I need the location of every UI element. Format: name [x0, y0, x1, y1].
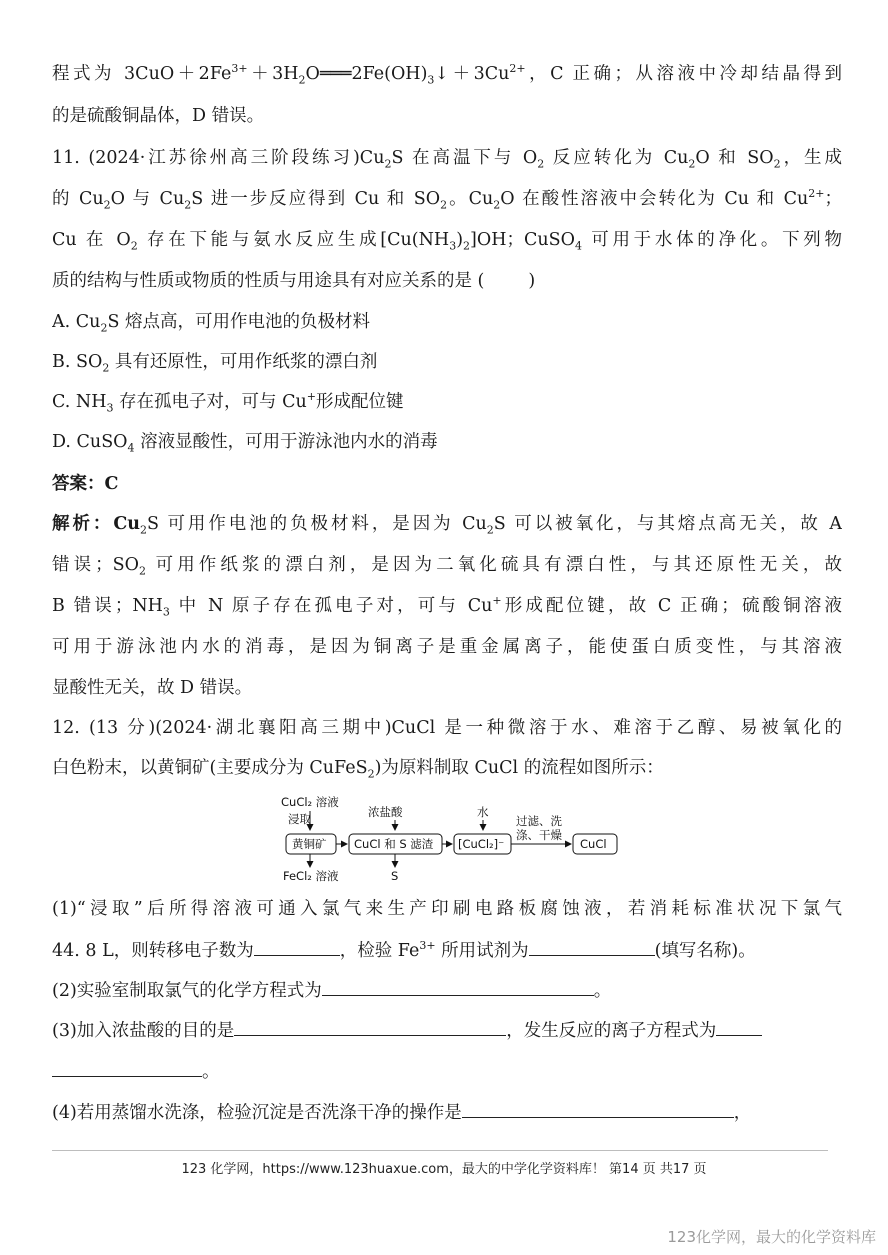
sub-question-1-line-2: 44. 8 L，则转移电子数为 ，检验 $Fe^{3+}$ 所用试剂为 (填写名称)。	[52, 937, 842, 963]
answer-blank[interactable]	[716, 1017, 762, 1036]
sub-question-3-line-2: 。	[52, 1058, 842, 1084]
label-ops-1: 过滤、洗	[516, 814, 562, 828]
label-cucl2-solution: CuCl₂ 溶液	[281, 795, 339, 809]
answer-blank[interactable]	[52, 1058, 202, 1077]
option-a: A. $Cu_2S$ 熔点高，可用作电池的负极材料	[52, 312, 370, 334]
label-ore: 黄铜矿	[292, 837, 327, 851]
answer-blank[interactable]	[322, 977, 594, 996]
label-residue: CuCl 和 S 滤渣	[354, 837, 434, 851]
analysis-line-2: 错误；$SO_2$ 可用作纸浆的漂白剂，是因为二氧化硫具有漂白性，与其还原性无关，故	[52, 555, 842, 577]
question-11-stem-2: 的 $Cu_2O$ 与 $Cu_2S$ 进一步反应得到 Cu 和 $SO_2$。$Cu_2O$ 在酸性溶液中会转化为 Cu 和 $Cu^{2+}$；	[52, 187, 842, 211]
answer-blank[interactable]	[254, 937, 340, 956]
sub-question-1-line-1: (1)“浸取”后所得溶液可通入氯气来生产印刷电路板腐蚀液，若消耗标准状况下氯气	[52, 899, 842, 919]
label-ops-2: 涤、干燥	[516, 828, 562, 842]
question-11-stem-3: Cu 在 $O_2$ 存在下能与氨水反应生成$[Cu(NH_3)_2]OH$；CuSO$_4$ 可用于水体的净化。下列物	[52, 230, 842, 252]
answer-line: 答案：C	[52, 474, 119, 494]
analysis-line-5: 显酸性无关，故 D 错误。	[52, 678, 253, 698]
label-leach: 浸取	[288, 812, 311, 826]
text-line-1: 程式为 $3CuO+2Fe^{3+}+3H_2O═══2Fe(OH)_3↓+3Cu^{2+}$，C 正确；从溶液中冷却结晶得到	[52, 62, 842, 86]
option-c: C. $NH_3$ 存在孤电子对，可与 Cu+形成配位键	[52, 390, 404, 414]
sub-question-2: (2)实验室制取氯气的化学方程式为 。	[52, 977, 842, 1003]
analysis-line-1: 解析：$Cu_2S$ 可用作电池的负极材料，是因为 $Cu_2S$ 可以被氧化，与其熔点高无关，故 A	[52, 514, 842, 536]
analysis-line-4: 可用于游泳池内水的消毒，是因为铜离子是重金属离子，能使蛋白质变性，与其溶液	[52, 637, 842, 657]
analysis-line-3: B 错误；$NH_3$ 中 N 原子存在孤电子对，可与 Cu+形成配位键，故 C 正确；硫酸铜溶液	[52, 594, 842, 618]
watermark: 123化学网，最大的化学资料库	[667, 1228, 876, 1246]
sub-question-3-line-1: (3)加入浓盐酸的目的是 ，发生反应的离子方程式为	[52, 1017, 842, 1043]
question-12-stem-1: 12. (13 分)(2024·湖北襄阳高三期中)CuCl 是一种微溶于水、难溶于乙醇、易被氧化的	[52, 718, 842, 738]
answer-blank[interactable]	[529, 937, 655, 956]
label-complex: [CuCl₂]⁻	[458, 837, 505, 851]
option-d: D. CuSO$_4$ 溶液显酸性，可用于游泳池内水的消毒	[52, 432, 438, 454]
text-line-2: 的是硫酸铜晶体，D 错误。	[52, 106, 265, 126]
footer-text: 123 化学网，https://www.123huaxue.com，最大的中学化学资料库！ 第14 页 共17 页	[181, 1162, 707, 1177]
answer-blank[interactable]	[462, 1099, 734, 1118]
sub-question-4: (4)若用蒸馏水洗涤，检验沉淀是否洗涤干净的操作是 ，	[52, 1099, 842, 1125]
label-fecl2-solution: FeCl₂ 溶液	[283, 869, 339, 883]
footer-rule	[52, 1150, 828, 1151]
label-product: CuCl	[580, 837, 607, 851]
process-flow-diagram	[0, 790, 888, 890]
question-11-stem-1: 11. (2024·江苏徐州高三阶段练习)$Cu_2S$ 在高温下与 $O_2$ 反应转化为 $Cu_2O$ 和 $SO_2$，生成	[52, 148, 842, 170]
label-sulfur: S	[391, 869, 399, 883]
question-12-stem-2: 白色粉末，以黄铜矿(主要成分为 CuFeS$_2$)为原料制取 CuCl 的流程如图所示：	[52, 758, 664, 780]
option-b: B. $SO_2$ 具有还原性，可用作纸浆的漂白剂	[52, 352, 378, 374]
answer-blank[interactable]	[234, 1017, 506, 1036]
question-11-stem-4: 质的结构与性质或物质的性质与用途具有对应关系的是 ( )	[52, 271, 536, 291]
label-water: 水	[477, 805, 489, 819]
label-conc-hcl: 浓盐酸	[368, 805, 403, 819]
